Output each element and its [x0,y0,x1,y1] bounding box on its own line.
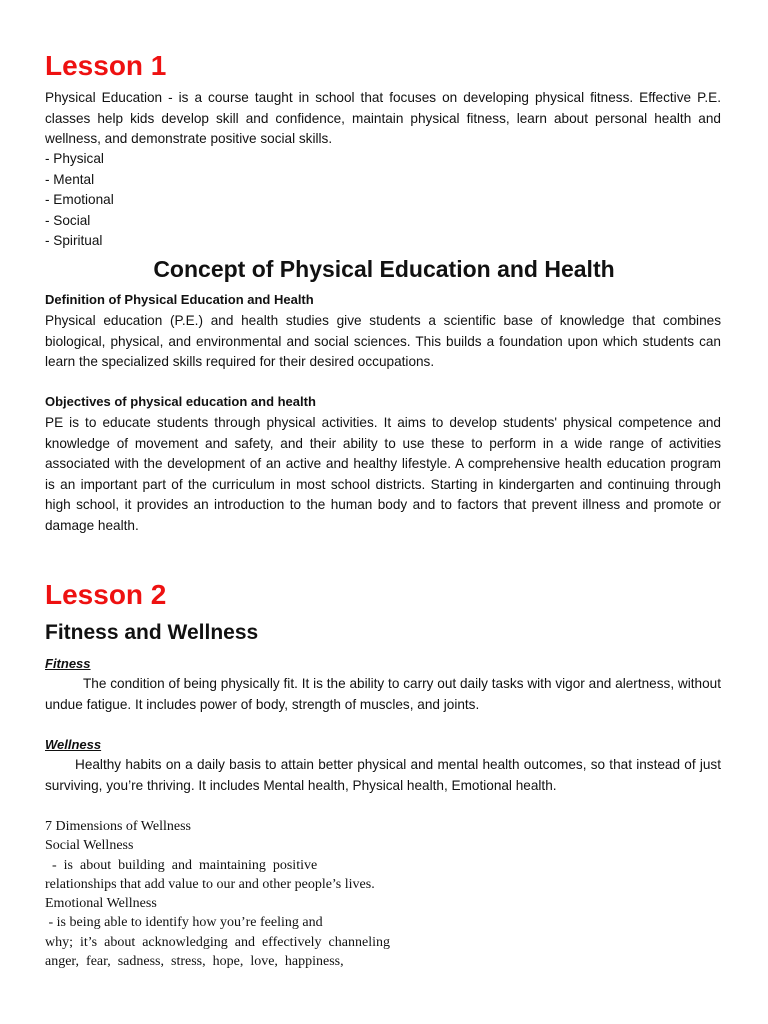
fitness-text: The condition of being physically fit. It is the ability to carry out daily tasks with vigor and alertness, without undue fatigue. It includes power of body, strength of muscles, and joints. [45,676,721,712]
list-item: - Physical [45,151,104,166]
social-wellness-line: - is about building and maintaining positive [45,857,318,873]
social-wellness-title: Social Wellness [45,838,134,854]
fitness-definition [45,674,721,715]
list-item: - Social [45,212,91,228]
concept-title: Concept of Physical Education and Health [153,256,615,282]
fitness-term: Fitness [45,656,91,671]
list-item: - Emotional [45,192,114,208]
lesson-1-heading: Lesson 1 [45,50,167,81]
fitness-wellness-title: Fitness and Wellness [45,621,259,644]
emotional-wellness-line: - is being able to identify how you’re feeling and [45,915,323,931]
dimensions-of-wellness [45,817,455,971]
social-wellness-line: relationships that add value to our and other people’s lives. [45,876,375,892]
wellness-text: Healthy habits on a daily basis to attain better physical and mental health outcomes, so that instead of just surviving, you’re thriving. It includes Mental health, Physical health, Emotional health. [45,757,721,793]
emotional-wellness-line: anger, fear, sadness, stress, hope, love, happiness, [45,954,344,970]
lesson-2-heading: Lesson 2 [45,579,167,610]
emotional-wellness-title: Emotional Wellness [45,896,157,912]
definition-text: Physical education (P.E.) and health studies give students a scientific base of knowledge that combines biological, physical, and environmental and social sciences. This builds a foundation upon which students can learn the specialized skills required for their desired occupations. [45,313,721,370]
objectives-heading: Objectives of physical education and health [45,394,316,409]
wellness-definition [45,755,721,796]
wellness-term: Wellness [45,737,102,752]
definition-heading: Definition of Physical Education and Health [45,292,314,307]
objectives-text: PE is to educate students through physical activities. It aims to develop students' physical competence and knowledge of movement and safety, and their ability to use these to perform in a wide range of activities associated with the development of an active and healthy lifestyle. A comprehensive health education program is an important part of the curriculum in most school districts. Starting in kindergarten and continuing through high school, it provides an introduction to the human body and to factors that prevent illness and promote or damage health. [45,415,721,533]
list-item: - Mental [45,171,95,187]
aspects-list [45,149,114,252]
physical-education-intro: Physical Education - is a course taught in school that focuses on developing physical fitness. Effective P.E. classes help kids develop skill and confidence, maintain physical fitness, learn about personal health and wellness, and demonstrate positive social skills. [45,90,721,147]
list-item: - Spiritual [45,233,103,249]
emotional-wellness-line: why; it’s about acknowledging and effectively channeling [45,934,390,950]
dimensions-title: 7 Dimensions of Wellness [45,819,191,834]
